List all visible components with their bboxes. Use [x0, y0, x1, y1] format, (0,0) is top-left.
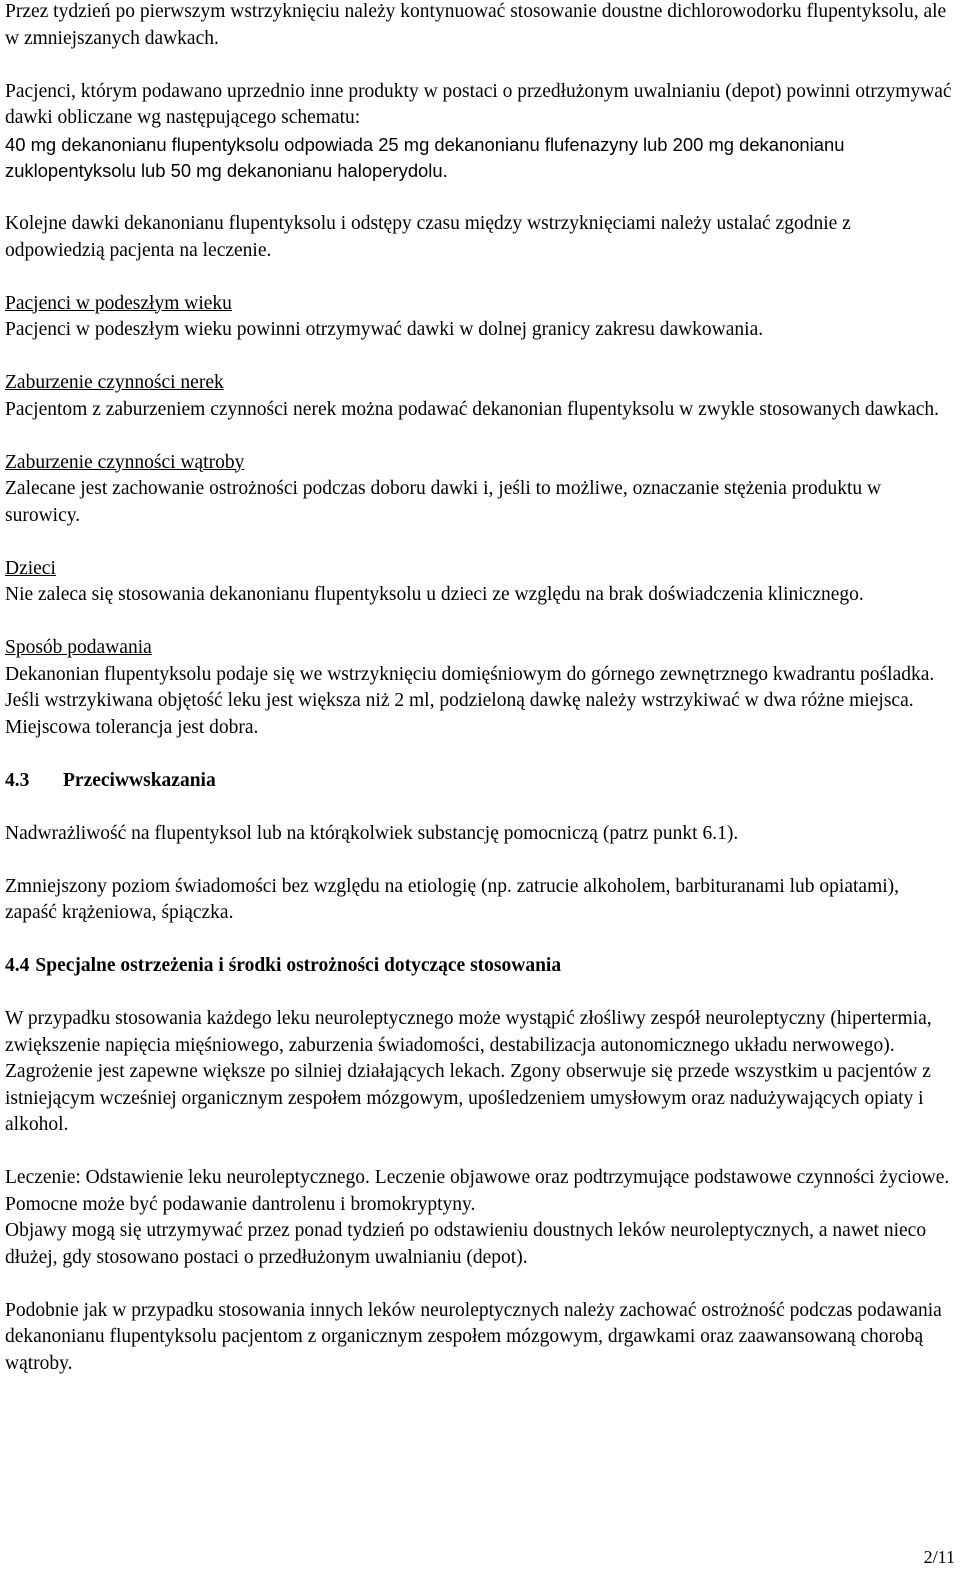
paragraph-4-3-consciousness: Zmniejszony poziom świadomości bez względu na etiologię (np. zatrucie alkoholem, barbituranami lub opiatami), zapaść krążeniowa, śpiączka.: [5, 875, 900, 923]
section-administration: [5, 635, 955, 741]
paragraph-depot: [5, 79, 955, 185]
document-page: [5, 0, 955, 1404]
text-renal: Pacjentom z zaburzeniem czynności nerek można podawać dekanonian flupentyksolu w zwykle stosowanych dawkach.: [5, 398, 940, 420]
text-children: Nie zaleca się stosowania dekanonianu flupentyksolu u dzieci ze względu na brak doświadczenia klinicznego.: [5, 584, 864, 605]
treatment-line3: Objawy mogą się utrzymywać przez ponad tydzień po odstawieniu doustnych leków neuroleptycznych, a nawet nieco dłużej, gdy stosowano postaci o przedłużonym uwalnianiu (depot).: [5, 1220, 927, 1268]
heading-elderly: Pacjenci w podeszłym wieku: [5, 292, 232, 314]
section-renal: [5, 370, 955, 423]
section-4-4-title: Specjalne ostrzeżenia i środki ostrożności dotyczące stosowania: [35, 955, 562, 976]
section-hepatic: [5, 450, 955, 530]
text-elderly: Pacjenci w podeszłym wieku powinni otrzymywać dawki w dolnej granicy zakresu dawkowania.: [5, 319, 764, 340]
paragraph-depot-line2: 40 mg dekanonianu flupentyksolu odpowiada 25 mg dekanonianu flufenazyny lub 200 mg dekanonianu zuklopentyksolu lub 50 mg dekanonianu haloperydolu.: [5, 133, 845, 181]
text-hepatic: Zalecane jest zachowanie ostrożności podczas doboru dawki i, jeśli to możliwe, oznaczanie stężenia produktu w surowicy.: [5, 478, 882, 526]
paragraph-next-doses: Kolejne dawki dekanonianu flupentyksolu i odstępy czasu między wstrzyknięciami należy ustalać zgodnie z odpowiedzią pacjenta na leczenie.: [5, 213, 851, 261]
heading-renal: Zaburzenie czynności nerek: [5, 372, 224, 393]
heading-administration: Sposób podawania: [5, 637, 152, 658]
treatment-line1: Leczenie: Odstawienie leku neuroleptycznego. Leczenie objawowe oraz podtrzymujące podstawowe czynności życiowe.: [5, 1167, 950, 1188]
section-elderly: [5, 291, 955, 344]
paragraph-4-3-hypersensitivity: Nadwrażliwość na flupentyksol lub na którąkolwiek substancję pomocniczą (patrz punkt 6.1).: [5, 822, 739, 844]
paragraph-intro: Przez tydzień po pierwszym wstrzyknięciu należy kontynuować stosowanie doustne dichlorowodorku flupentyksolu, ale w zmniejszanych dawkach.: [5, 1, 947, 49]
section-4-3-number: 4.3: [5, 769, 30, 791]
section-children: [5, 556, 955, 609]
treatment-line2: Pomocne może być podawanie dantrolenu i bromokryptyny.: [5, 1193, 476, 1215]
heading-section-4-3: [5, 768, 955, 795]
paragraph-4-4-treatment: [5, 1165, 955, 1271]
paragraph-depot-line1: Pacjenci, którym podawano uprzednio inne produkty w postaci o przedłużonym uwalnianiu (depot) powinni otrzymywać dawki obliczane wg następującego schematu:: [5, 80, 952, 128]
heading-children: Dzieci: [5, 557, 56, 579]
section-4-4-number: 4.4: [5, 955, 30, 976]
heading-hepatic: Zaburzenie czynności wątroby: [5, 451, 245, 473]
page-number: 2/11: [923, 1547, 955, 1567]
paragraph-4-4-caution: Podobnie jak w przypadku stosowania innych leków neuroleptycznych należy zachować ostrożność podczas podawania dekanonianu flupentyksolu pacjentom z organicznym zespołem mózgowym, drgawkami oraz zaawansowaną chorobą wątroby.: [5, 1299, 942, 1374]
paragraph-4-4-nms: W przypadku stosowania każdego leku neuroleptycznego może wystąpić złośliwy zespół neuroleptyczny (hipertermia, zwiększenie napięcia mięśniowego, zaburzenia świadomości, destabilizacja autonomicznego układu nerwowego). Zagrożenie jest zapewne większe po silniej działających lekach. Zgony obserwuje się przede wszystkim u pacjentów z istniejącym wcześniej organicznym zespołem mózgowym, upośledzeniem umysłowym oraz nadużywających opiaty i alkohol.: [5, 1008, 932, 1135]
section-4-3-title: Przeciwwskazania: [63, 769, 216, 791]
heading-section-4-4: [5, 953, 955, 980]
text-administration: Dekanonian flupentyksolu podaje się we wstrzyknięciu domięśniowym do górnego zewnętrznego kwadrantu pośladka. Jeśli wstrzykiwana objętość leku jest większa niż 2 ml, podzieloną dawkę należy wstrzykiwać w dwa różne miejsca. Miejscowa tolerancja jest dobra.: [5, 663, 935, 738]
